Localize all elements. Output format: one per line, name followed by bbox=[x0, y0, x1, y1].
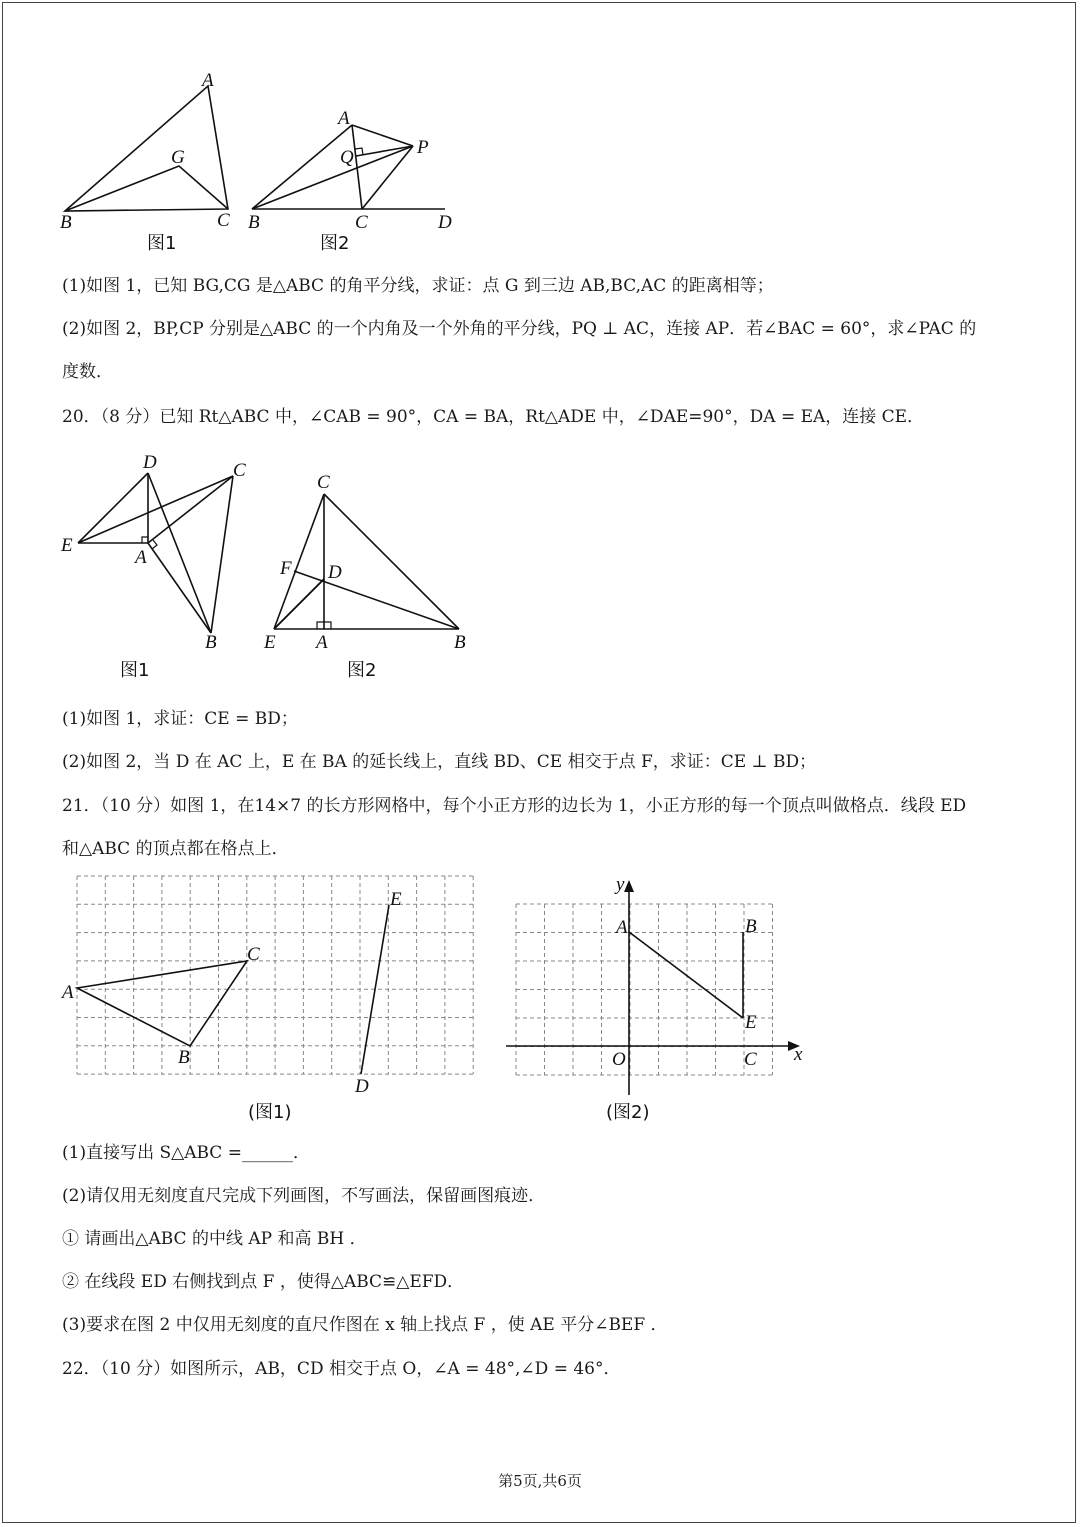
label-x: x bbox=[794, 1044, 803, 1065]
label-D: D bbox=[328, 562, 342, 583]
label-C: C bbox=[317, 472, 330, 493]
q19-figure-2 bbox=[245, 68, 475, 253]
q21-part3: (3)要求在图 2 中仅用无刻度的直尺作图在 x 轴上找点 F ，使 AE 平分∠BEF ． bbox=[62, 1315, 668, 1335]
q21-part2a: ① 请画出△ABC 的中线 AP 和高 BH ． bbox=[62, 1229, 367, 1249]
label-E: E bbox=[264, 632, 276, 653]
q19-figure-1 bbox=[55, 68, 255, 253]
q20-stem: 20．（8 分）已知 Rt△ABC 中，∠CAB = 90°，CA = BA，Rt△ADE 中，∠DAE=90°，DA = EA，连接 CE． bbox=[62, 407, 925, 427]
q21-part2: (2)请仅用无刻度直尺完成下列画图，不写画法，保留画图痕迹． bbox=[62, 1186, 546, 1206]
label-E: E bbox=[390, 889, 402, 910]
label-C: C bbox=[247, 944, 260, 965]
q20-figure-2 bbox=[260, 448, 480, 688]
q21-figure-2 bbox=[500, 870, 810, 1123]
q21-stem: 21．（10 分）如图 1，在14×7 的长方形网格中，每个小正方形的边长为 1，小正方形的每一个顶点叫做格点．线段 ED bbox=[62, 796, 967, 816]
label-C: C bbox=[744, 1049, 757, 1070]
label-A: A bbox=[316, 632, 328, 653]
label-y: y bbox=[616, 874, 625, 895]
grid bbox=[77, 876, 473, 1074]
label-C: C bbox=[217, 210, 230, 231]
q19-part2-cont: 度数． bbox=[62, 362, 113, 382]
label-A: A bbox=[62, 982, 74, 1003]
q21-stem-cont: 和△ABC 的顶点都在格点上． bbox=[62, 839, 289, 859]
label-D: D bbox=[438, 212, 452, 233]
label-B: B bbox=[178, 1047, 190, 1068]
label-D: D bbox=[143, 452, 157, 473]
grid bbox=[516, 904, 773, 1075]
label-E: E bbox=[745, 1012, 757, 1033]
fig-caption: 图2 bbox=[347, 660, 377, 681]
q20-figure-1 bbox=[55, 448, 275, 688]
q21-part1: (1)直接写出 S△ABC =______． bbox=[62, 1143, 310, 1163]
q20-part1: (1)如图 1，求证：CE = BD； bbox=[62, 709, 298, 729]
label-B: B bbox=[745, 916, 757, 937]
fig-caption: 图2 bbox=[320, 233, 350, 254]
q19-part2: (2)如图 2，BP,CP 分别是△ABC 的一个内角及一个外角的平分线，PQ ⊥ AC，连接 AP．若∠BAC = 60°，求∠PAC 的 bbox=[62, 319, 977, 339]
label-E: E bbox=[61, 535, 73, 556]
label-A: A bbox=[616, 917, 628, 938]
label-Q: Q bbox=[340, 147, 354, 168]
q21-figure-1 bbox=[60, 870, 490, 1123]
page-footer: 第5页,共6页 bbox=[498, 1472, 582, 1490]
label-B: B bbox=[454, 632, 466, 653]
label-O: O bbox=[612, 1049, 626, 1070]
q21-part2b: ② 在线段 ED 右侧找到点 F ，使得△ABC≌△EFD． bbox=[62, 1272, 465, 1292]
label-A: A bbox=[202, 70, 214, 91]
label-G: G bbox=[171, 147, 185, 168]
label-A: A bbox=[338, 108, 350, 129]
label-B: B bbox=[205, 632, 217, 653]
fig-caption: 图1 bbox=[120, 660, 150, 681]
label-C: C bbox=[233, 460, 246, 481]
label-F: F bbox=[280, 558, 292, 579]
label-B: B bbox=[60, 212, 72, 233]
fig-caption: (图2) bbox=[606, 1102, 650, 1123]
label-C: C bbox=[355, 212, 368, 233]
label-B: B bbox=[248, 212, 260, 233]
q22-stem: 22．（10 分）如图所示，AB，CD 相交于点 O，∠A = 48°,∠D = 46°． bbox=[62, 1359, 621, 1379]
fig-caption: (图1) bbox=[248, 1102, 292, 1123]
fig-caption: 图1 bbox=[147, 233, 177, 254]
label-P: P bbox=[417, 137, 429, 158]
q20-part2: (2)如图 2，当 D 在 AC 上，E 在 BA 的延长线上，直线 BD、CE 相交于点 F，求证：CE ⊥ BD； bbox=[62, 752, 817, 772]
label-D: D bbox=[355, 1076, 369, 1097]
q19-part1: (1)如图 1，已知 BG,CG 是△ABC 的角平分线，求证：点 G 到三边 AB,BC,AC 的距离相等； bbox=[62, 276, 774, 296]
label-A: A bbox=[135, 547, 147, 568]
